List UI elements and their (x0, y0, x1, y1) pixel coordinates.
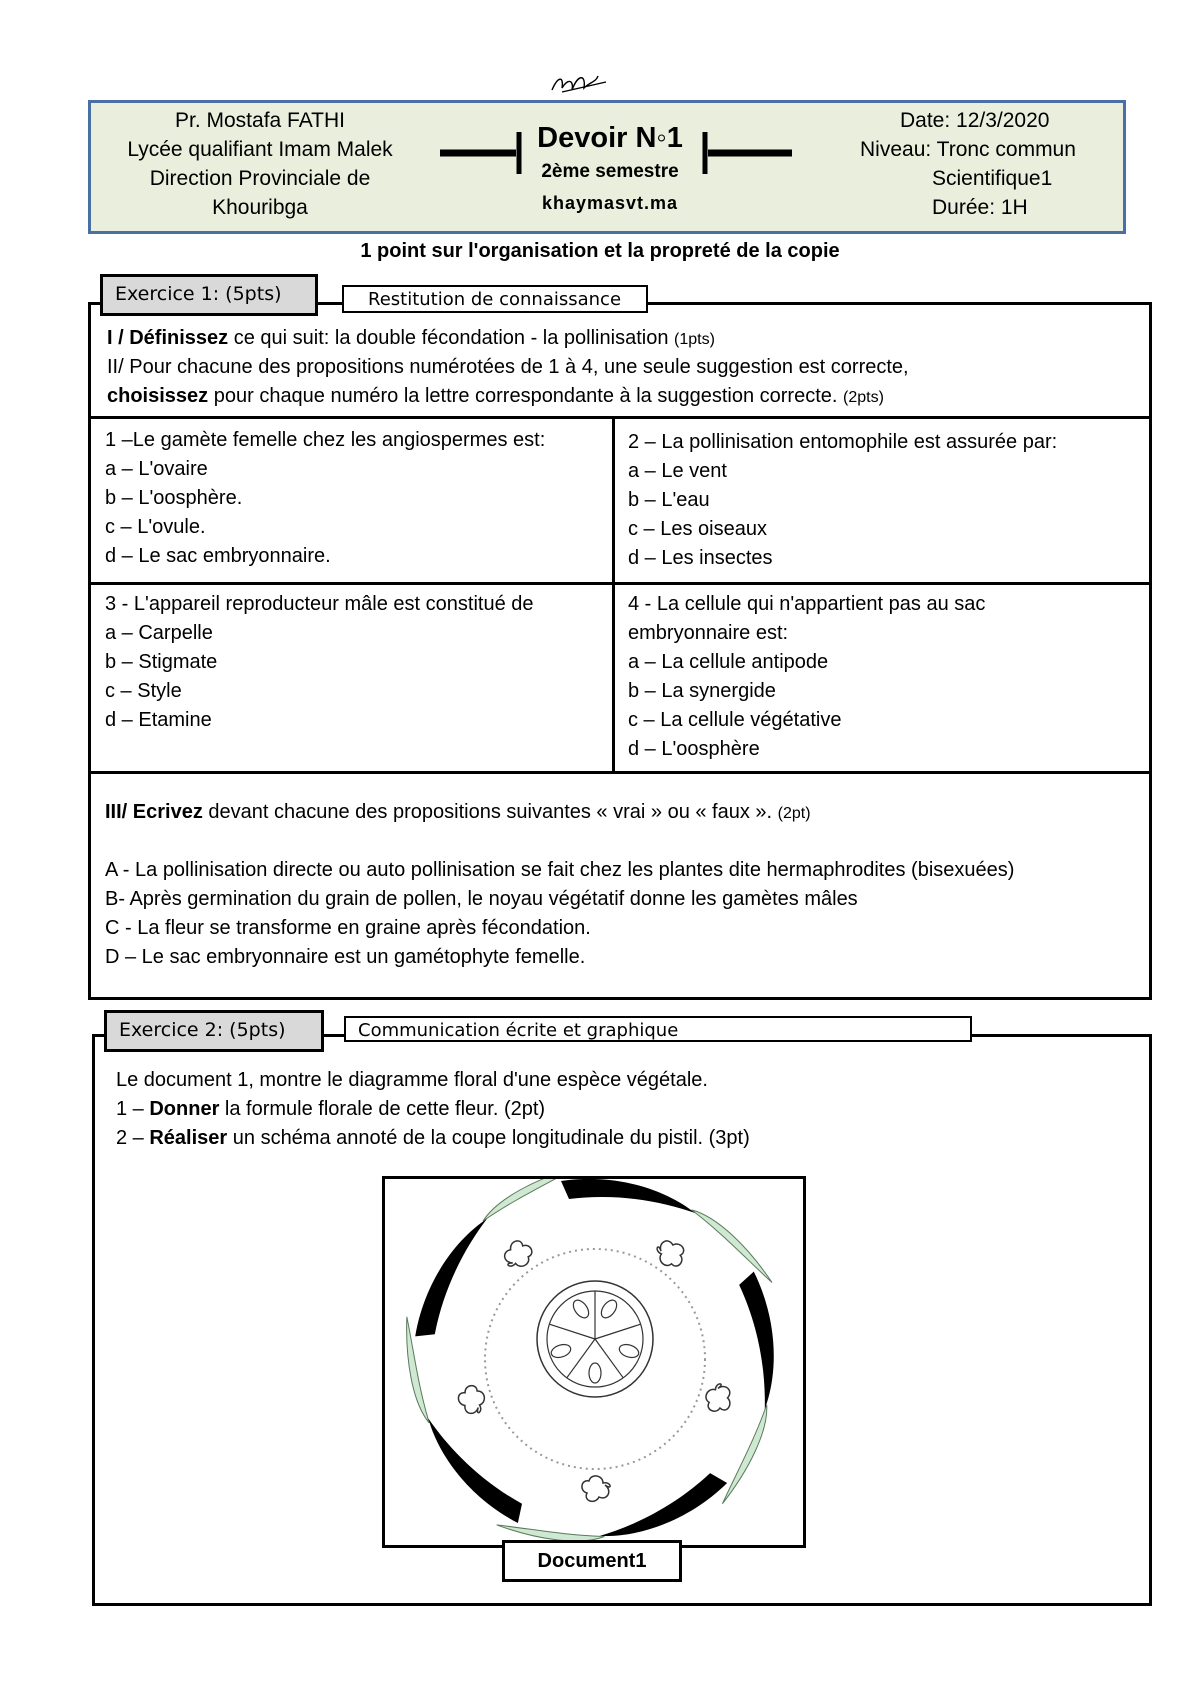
divider (88, 416, 1152, 419)
header-exam-info (860, 106, 1120, 222)
question-3: 3 - L'appareil reproducteur mâle est constitué de a – Carpelle b – Stigmate c – Style d – Etamine (105, 593, 534, 731)
exercise2-label: Communication écrite et graphique (344, 1016, 972, 1042)
exam-duration: Durée: 1H (932, 196, 1028, 219)
semester: 2ème semestre (541, 161, 679, 182)
title-bracket-left (440, 132, 524, 174)
statement: A - La pollinisation directe ou auto pollinisation se fait chez les plantes dite hermaphrodites (bisexuées) (105, 859, 1015, 881)
presentation-note: 1 point sur l'organisation et la propreté de la copie (360, 240, 840, 262)
divider (88, 771, 1152, 774)
divider (88, 582, 1152, 585)
divider (612, 416, 615, 772)
question-4: 4 - La cellule qui n'appartient pas au sac embryonnaire est: a – La cellule antipode b – La synergide c – La cellule végétative d – L'oosphère (628, 593, 986, 760)
exam-date: Date: 12/3/2020 (900, 109, 1050, 132)
exam-title: Devoir N◦1 (537, 122, 683, 154)
true-false-statements (105, 856, 1014, 972)
city-name: Khouribga (212, 196, 308, 219)
header-school-info (100, 106, 420, 222)
exercise1-tab: Exercice 1: (5pts) (100, 274, 318, 316)
signature-image (548, 68, 612, 98)
exercise2-intro: Le document 1, montre le diagramme floral d'une espèce végétale. (116, 1069, 708, 1091)
document1-caption: Document1 (502, 1540, 682, 1582)
floral-diagram (385, 1179, 803, 1545)
question-1: 1 –Le gamète femelle chez les angiospermes est: a – L'ovaire b – L'oosphère. c – L'ovule. d – Le sac embryonnaire. (105, 429, 546, 567)
exam-level: Niveau: Tronc commun (860, 138, 1076, 161)
statement: D – Le sac embryonnaire est un gamétophyte femelle. (105, 946, 586, 968)
header-title-block (530, 122, 690, 214)
title-bracket-right (702, 132, 792, 174)
statement: C - La fleur se transforme en graine après fécondation. (105, 917, 591, 939)
statement: B- Après germination du grain de pollen, le noyau végétatif donne les gamètes mâles (105, 888, 858, 910)
exam-stream: Scientifique1 (932, 167, 1053, 190)
teacher-name: Pr. Mostafa FATHI (175, 109, 345, 132)
exercise2-question-1: 1 – Donner la formule florale de cette fleur. (2pt) (116, 1098, 546, 1120)
pistil (537, 1281, 653, 1397)
exercise2-question-2: 2 – Réaliser un schéma annoté de la coupe longitudinale du pistil. (3pt) (116, 1127, 750, 1149)
website: khaymasvt.ma (541, 193, 679, 213)
direction-name: Direction Provinciale de (149, 167, 371, 190)
part2-line2: choisissez pour chaque numéro la lettre correspondante à la suggestion correcte. (2pts) (107, 385, 884, 407)
part3-text: III/ Ecrivez devant chacune des propositions suivantes « vrai » ou « faux ». (2pt) (105, 801, 811, 823)
exercise1-label: Restitution de connaissance (342, 285, 648, 313)
exercise2-tab: Exercice 2: (5pts) (104, 1010, 324, 1052)
part1-text: I / Définissez ce qui suit: la double fécondation - la pollinisation (1pts) (107, 327, 715, 349)
part2-line1: II/ Pour chacune des propositions numérotées de 1 à 4, une seule suggestion est correcte, (107, 356, 909, 378)
question-2: 2 – La pollinisation entomophile est assurée par: a – Le vent b – L'eau c – Les oiseaux d – Les insectes (628, 431, 1058, 569)
school-name: Lycée qualifiant Imam Malek (127, 138, 393, 161)
